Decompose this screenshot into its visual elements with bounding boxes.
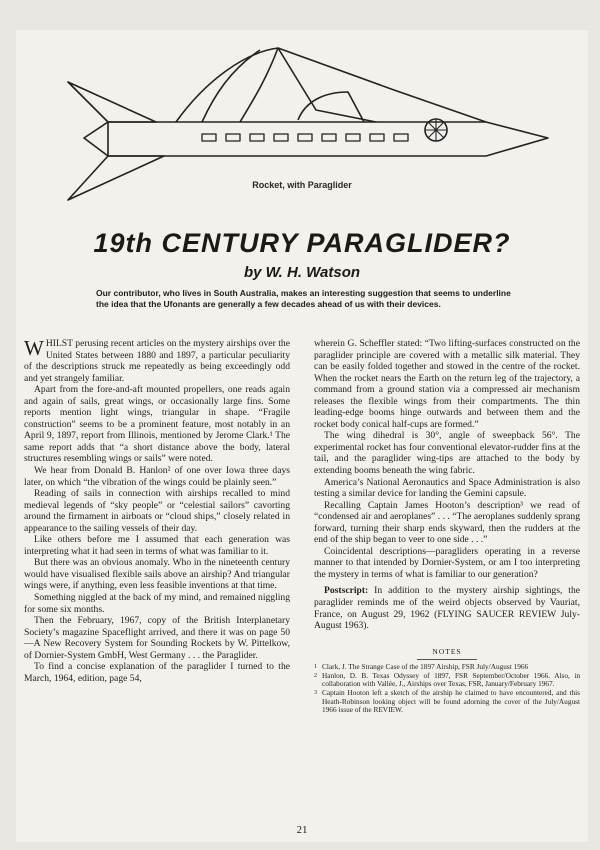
paragraph: Recalling Captain James Hooton’s description³ we read of “condensed air and aeroplanes” . . . “The aeroplanes suddenly sprang forward, turning their sharp ends skyward, then the rudders at the end of the ship began to veer to one side . . .” — [314, 499, 580, 546]
upper-tail-fin — [68, 82, 156, 122]
footnote: 3 Captain Hooton left a sketch of the airship he claimed to have encountered, and this Heath-Robinson looking object will be found adorning the cover of the July/August 1966 issue of the REVIEW. — [314, 688, 580, 715]
notes-heading: NOTES — [432, 646, 462, 656]
figure-caption: Rocket, with Paraglider — [252, 180, 352, 190]
rocket-body — [108, 122, 548, 156]
paragraph: WHILST perusing recent articles on the mystery airships over the United States between 1880 and 1897, a particular peculiarity of the descriptions struck me repeatedly as being exceedingly odd and yet strangely familiar. — [24, 336, 290, 384]
magazine-page — [16, 30, 588, 842]
paragraph: But there was an obvious anomaly. Who in the nineteenth century would have visualised flexible sails above an airship? And triangular wings were, if anything, even less feasible inventions at that time. — [24, 557, 290, 592]
rocket-illustration — [16, 30, 588, 210]
paragraph: America’s National Aeronautics and Space Administration is also testing a similar device for landing the Gemini capsule. — [314, 476, 580, 500]
right-column — [314, 338, 580, 715]
divider — [417, 659, 477, 660]
paragraph: Something niggled at the back of my mind, and remained niggling for some six months. — [24, 592, 290, 615]
article-standfirst: Our contributor, who lives in South Australia, makes an interesting suggestion that seems to underline the idea that the Ufonants are generally a few decades ahead of us with their devices. — [96, 288, 511, 309]
page-number: 21 — [296, 824, 308, 836]
paragraph: Then the February, 1967, copy of the British Interplanetary Society’s magazine Spaceflight arrived, and there it was on page 50—A New Recovery System for Sounding Rockets by W. Pittelkow, of Dornier-System GmbH, West Germany . . . the Paraglider. — [24, 615, 290, 661]
postscript-label: Postscript: — [324, 585, 369, 597]
paragraph: Reading of sails in connection with airships recalled to mind medieval legends of “sky people” or “celestial sailors” cavorting around the firmament in airboats or “cloud ships,” closely related in appearance to the sailing vessels of their day. — [24, 488, 290, 534]
paragraph: wherein G. Scheffler stated: “Two lifting-surfaces constructed on the paraglider principle are covered with a metallic silk material. They can be easily folded together and stowed in the centre of the rocket. When the rocket nears the Earth on the return leg of the trajectory, a command from a ground station via a compressed air mechanism releases the flexible wings from their compartments. The thin leading-edge booms hinge outwards and between them and the rocket body conical half-cups are formed.” — [314, 338, 580, 430]
footnote: 1 Clark, J. The Strange Case of the 1897 Airship, FSR July/August 1966 — [314, 662, 529, 672]
paragraph: Apart from the fore-and-aft mounted propellers, one reads again and again of sails, great wings, or occasionally large fins. Some reports mention light wings, triangular in shape. “Fragile construction” seems to be a prominent feature, most notably in an April 9, 1897, report from Illinois, mentioned by Jerome Clark.¹ The same report adds that “a short distance above the body, lateral structures resembling wings or sails” were noted. — [24, 384, 290, 465]
lower-tail-fin — [68, 156, 164, 200]
drop-cap: W — [24, 336, 44, 360]
article-title: 19th CENTURY PARAGLIDER? — [93, 228, 511, 258]
article-byline: by W. H. Watson — [243, 264, 361, 281]
paragraph: To find a concise explanation of the paraglider I turned to the March, 1964, edition, page 54, — [24, 661, 290, 684]
paragraph: We hear from Donald B. Hanlon² of one over Iowa three days later, on which “the vibration of the wings could be plainly seen.” — [24, 465, 290, 488]
footnote: 2 Hanlon, D. B. Texas Odyssey of 1897, FSR September/October 1966. Also, in collaboration with Vallée, J., Airships over Texas, FSR, January/February 1967. — [314, 670, 580, 689]
postscript: Postscript: In addition to the mystery airship sightings, the paraglider reminds me of the weird objects observed by Vauriat, France, on August 29, 1962 (FLYING SAUCER REVIEW July-August 1963). — [314, 585, 580, 632]
paragraph: Like others before me I assumed that each generation was interpreting what it had seen in terms of what was familiar to it. — [24, 534, 290, 557]
left-column — [24, 338, 290, 684]
paragraph: Coincidental descriptions—paragliders operating in a reverse manner to that intended by Dornier-System, or am I too interpreting the mystery in terms of what is familiar to our generation? — [314, 545, 580, 580]
paragraph: The wing dihedral is 30°, angle of sweepback 56°. The experimental rocket has four conventional elevator-rudder fins at the tail, and the paraglider wing-tips are attached to the body by extending booms beneath the wing fabric. — [314, 430, 580, 477]
